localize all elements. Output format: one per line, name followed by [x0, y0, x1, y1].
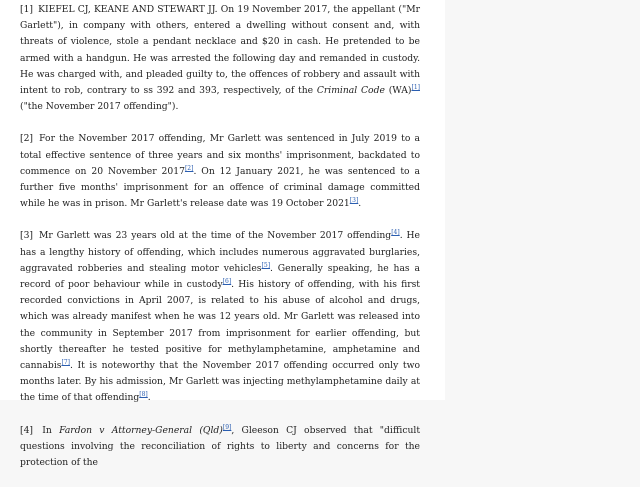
paragraph-text: (WA): [384, 85, 412, 97]
paragraph: [20, 131, 420, 212]
paragraph: [20, 228, 420, 406]
paragraph-number: [3]: [20, 230, 34, 242]
paragraph-text: . Generally speaking, he has a record of poor behaviour while in custody: [20, 262, 420, 291]
paragraph-number: [4]: [20, 424, 34, 436]
footnote-marker: [61, 359, 70, 366]
paragraph: [20, 2, 420, 115]
paragraph-text: , Gleeson CJ observed that "difficult questions involving the reconciliation of rights to liberty and concerns for the protection of the: [20, 424, 421, 469]
italic-citation: Criminal Code: [316, 85, 385, 97]
footnote-marker: [139, 391, 148, 398]
paragraph: [20, 423, 420, 472]
footnote-marker: [350, 197, 359, 204]
footnote-marker: [262, 262, 271, 269]
paragraph-text: For the November 2017 offending, Mr Garlett was sentenced in July 2019 to a total effective sentence of three years and six months' imprisonment, backdated to commence on 20 November 2017: [20, 133, 420, 177]
paragraph-text: In: [42, 424, 60, 436]
footnote-link[interactable]: [7]: [61, 359, 70, 366]
footnote-marker: [391, 229, 400, 236]
footnote-link[interactable]: [4]: [391, 229, 400, 237]
judgment-text: [20, 2, 420, 487]
footnote-link[interactable]: [8]: [139, 391, 148, 399]
footnote-link[interactable]: [9]: [222, 423, 232, 431]
paragraph-text: . His history of offending, with his first recorded convictions in April 2007, is related to his abuse of alcohol and drugs, which was already manifest when he was 12 years old. Mr Garlett was released into the community in September 2017 from imprisonment for earlier offending, but shortly thereafter he tested positive for methylamphetamine, amphetamine and cannabis: [20, 279, 420, 372]
paragraph-text: ("the November 2017 offending").: [20, 101, 179, 113]
paragraph-text: . He has a lengthy history of offending, which includes numerous aggravated burglaries, aggravated robberies and stealing motor vehicles: [20, 230, 420, 274]
footnote-link[interactable]: [5]: [261, 261, 271, 269]
footnote-link[interactable]: [1]: [411, 83, 420, 91]
paragraph-text: .: [358, 198, 362, 210]
italic-citation: Fardon v Attorney-General (Qld): [59, 424, 223, 436]
paragraph-number: [1]: [20, 4, 34, 15]
paragraph-text: KIEFEL CJ, KEANE AND STEWART JJ. On 19 November 2017, the appellant ("Mr Garlett"), in company with others, entered a dwelling without consent and, with threats of violence, stole a pendant necklace and $20 in cash. He pretended to be armed with a handgun. He was arrested the following day and remanded in custody. He was charged with, and pleaded guilty to, the offences of robbery and assault with intent to rob, contrary to ss 392 and 393, respectively, of the: [20, 4, 421, 97]
footnote-link[interactable]: [2]: [184, 164, 194, 172]
footnote-link[interactable]: [6]: [222, 277, 232, 285]
paragraph-text: . It is noteworthy that the November 2017 offending occurred only two months later. By his admission, Mr Garlett was injecting methylamphetamine daily at the time of that offending: [20, 360, 420, 404]
footnote-link[interactable]: [3]: [349, 197, 359, 205]
paragraph-text: Mr Garlett was 23 years old at the time of the November 2017 offending: [38, 230, 392, 242]
paragraph-number: [2]: [20, 133, 34, 145]
paragraph-text: . On 12 January 2021, he was sentenced to a further five months' imprisonment for an offence of criminal damage committed while he was in prison. Mr Garlett's release date was 19 October 2021: [20, 165, 420, 210]
footnote-marker: [411, 84, 420, 91]
footnote-marker: [223, 278, 232, 285]
paragraph-text: .: [147, 392, 151, 404]
empty-side-panel: [445, 0, 640, 400]
